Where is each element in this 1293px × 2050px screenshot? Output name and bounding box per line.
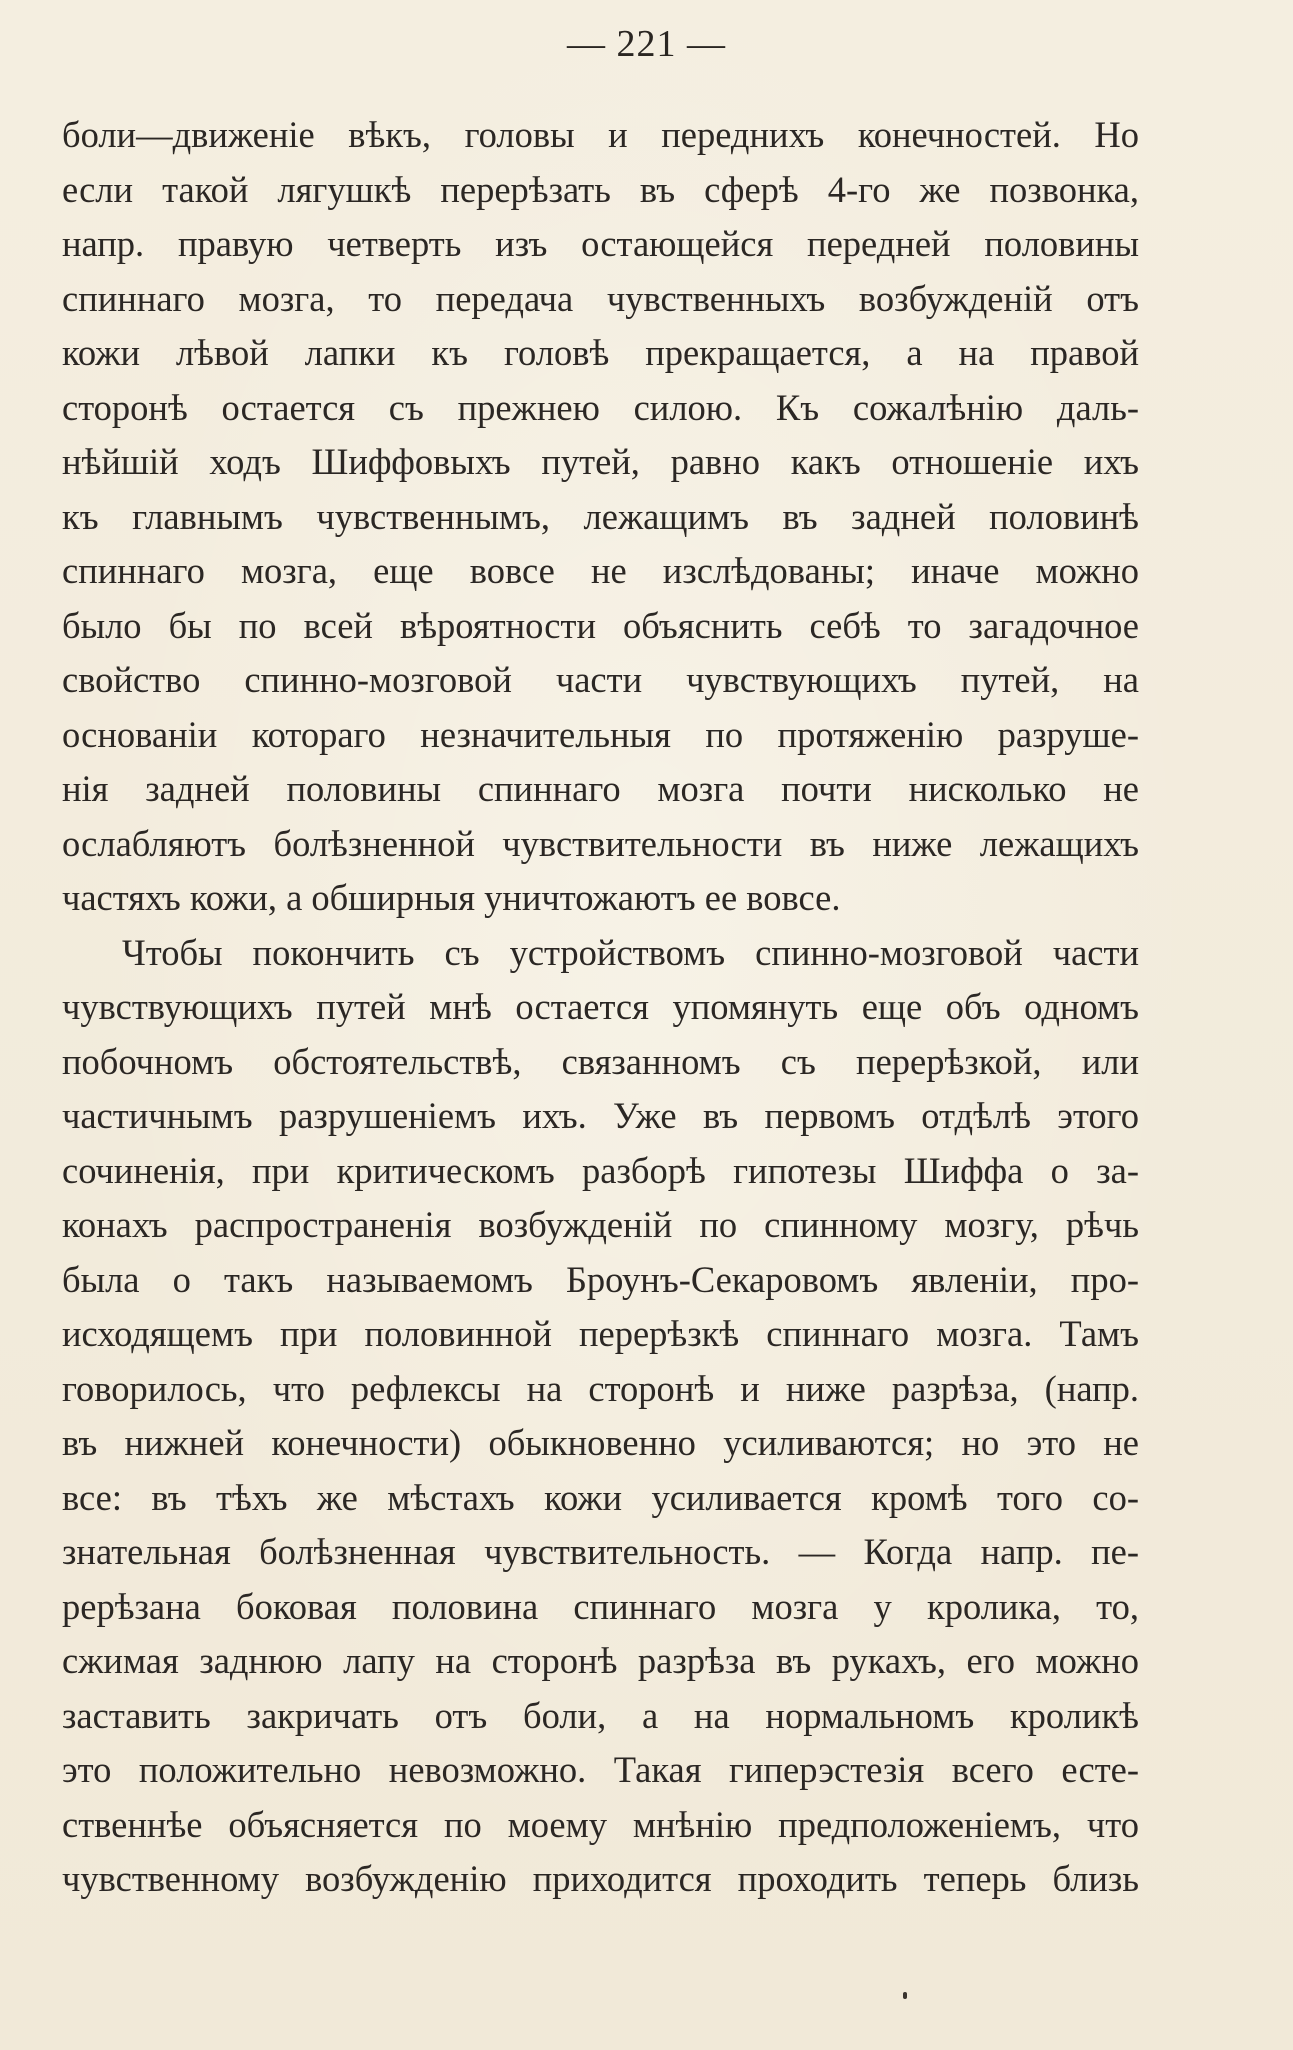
text-line: знательная болѣзненная чувствительность. — Когда напр. пе- (62, 1531, 1139, 1572)
text-line: нѣйшiй ходъ Шиффовыхъ путей, равно какъ отношенiе ихъ (62, 441, 1139, 482)
page-number: — 221 — (567, 23, 726, 65)
text-line: частяхъ кожи, а обширныя уничтожаютъ ее вовсе. (62, 877, 841, 918)
text-line: это положительно невозможно. Такая гиперэстезiя всего есте- (62, 1749, 1139, 1790)
text-line: было бы по всей вѣроятности объяснить себѣ то загадочное (62, 604, 1139, 646)
text-line: къ главнымъ чувственнымъ, лежащимъ въ задней половинѣ (62, 495, 1139, 537)
body-text (62, 108, 1139, 1907)
paragraph-1 (62, 108, 1139, 926)
text-line: все: въ тѣхъ же мѣстахъ кожи усиливается кромѣ того со- (62, 1476, 1139, 1518)
text-line: была о такъ называемомъ Броунъ-Секаровомъ явленiи, про- (62, 1258, 1139, 1300)
text-line: сочиненiя, при критическомъ разборѣ гипотезы Шиффа о за- (62, 1149, 1139, 1191)
text-line: въ нижней конечности) обыкновенно усиливаются; но это не (62, 1422, 1139, 1463)
text-line: чувственному возбужденiю приходится проходить теперь близь (62, 1858, 1139, 1899)
text-line: сторонѣ остается съ прежнею силою. Къ сожалѣнiю даль- (62, 386, 1139, 428)
text-line: если такой лягушкѣ перерѣзать въ сферѣ 4-го же позвонка, (62, 168, 1139, 210)
text-line: конахъ распространенiя возбужденiй по спинному мозгу, рѣчь (62, 1204, 1139, 1245)
text-line: ственнѣе объясняется по моему мнѣнiю предположенiемъ, что (62, 1803, 1139, 1845)
text-line: кожи лѣвой лапки къ головѣ прекращается, а на правой (62, 332, 1139, 373)
text-line: побочномъ обстоятельствѣ, связанномъ съ перерѣзкой, или (62, 1040, 1139, 1082)
paragraph-2 (62, 926, 1139, 1907)
text-line: нiя задней половины спиннаго мозга почти нисколько не (62, 768, 1139, 809)
text-line: основанiи котораго незначительныя по протяженiю разруше- (62, 713, 1139, 755)
text-line: рерѣзана боковая половина спиннаго мозга у кролика, то, (62, 1585, 1139, 1627)
ink-speck (903, 1992, 907, 1999)
text-line: спиннаго мозга, то передача чувственныхъ возбужденiй отъ (62, 277, 1139, 319)
text-line: заставить закричать отъ боли, а на нормальномъ кроликѣ (62, 1694, 1139, 1736)
text-line: сжимая заднюю лапу на сторонѣ разрѣза въ рукахъ, его можно (62, 1640, 1139, 1681)
text-line: ослабляютъ болѣзненной чувствительности въ ниже лежащихъ (62, 822, 1139, 864)
text-line: Чтобы покончить съ устройствомъ спинно-мозговой части (122, 931, 1139, 973)
text-line: чувствующихъ путей мнѣ остается упомянуть еще объ одномъ (62, 986, 1139, 1027)
text-line: исходящемъ при половинной перерѣзкѣ спиннаго мозга. Тамъ (62, 1313, 1139, 1354)
text-line: напр. правую четверть изъ остающейся передней половины (62, 223, 1139, 264)
text-line: спиннаго мозга, еще вовсе не изслѣдованы; иначе можно (62, 550, 1139, 591)
text-line: боли—движенiе вѣкъ, головы и переднихъ конечностей. Но (62, 114, 1139, 155)
text-line: частичнымъ разрушенiемъ ихъ. Уже въ первомъ отдѣлѣ этого (62, 1095, 1139, 1136)
text-line: говорилось, что рефлексы на сторонѣ и ниже разрѣза, (напр. (62, 1367, 1139, 1409)
text-line: свойство спинно-мозговой части чувствующихъ путей, на (62, 659, 1139, 700)
